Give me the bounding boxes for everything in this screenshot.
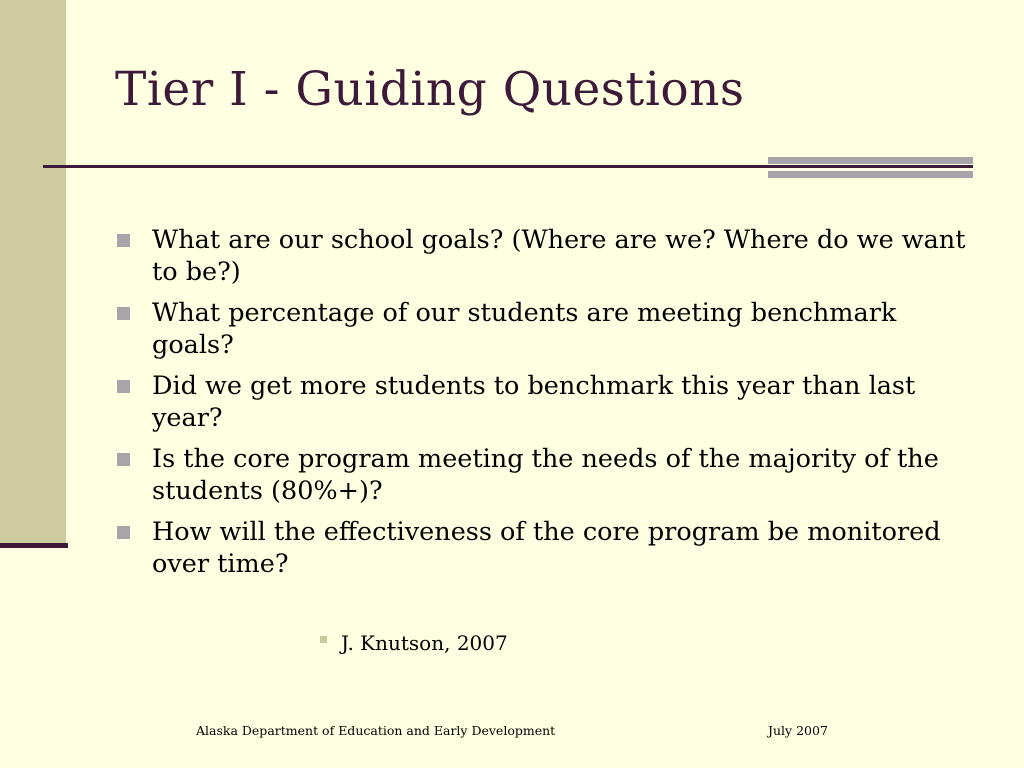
- left-accent-underline: [0, 543, 68, 548]
- left-accent-bar: [0, 0, 66, 545]
- bullet-text: How will the effectiveness of the core program be monitored over time?: [152, 517, 941, 579]
- decorative-band-top: [768, 157, 973, 164]
- bullet-item: [115, 370, 975, 434]
- bullet-item: [115, 297, 975, 361]
- square-bullet-icon: [117, 526, 130, 539]
- bullet-list: [115, 224, 975, 589]
- footer-organization: Alaska Department of Education and Early Development: [196, 723, 556, 738]
- square-bullet-icon: [117, 453, 130, 466]
- bullet-text: Did we get more students to benchmark this year than last year?: [152, 371, 916, 433]
- square-bullet-icon: [117, 380, 130, 393]
- bullet-item: [115, 516, 975, 580]
- bullet-text: Is the core program meeting the needs of the majority of the students (80%+)?: [152, 444, 939, 506]
- square-bullet-icon: [117, 307, 130, 320]
- bullet-item: [115, 224, 975, 288]
- bullet-text: What percentage of our students are meeting benchmark goals?: [152, 298, 897, 360]
- small-square-bullet-icon: [320, 636, 327, 643]
- bullet-text: What are our school goals? (Where are we? Where do we want to be?): [152, 225, 966, 287]
- slide-title: Tier I - Guiding Questions: [115, 62, 745, 117]
- title-divider: [43, 165, 973, 168]
- square-bullet-icon: [117, 234, 130, 247]
- decorative-band-bottom: [768, 171, 973, 178]
- footer-date: July 2007: [768, 723, 828, 738]
- citation-text: J. Knutson, 2007: [341, 631, 508, 655]
- citation: [320, 631, 508, 655]
- bullet-item: [115, 443, 975, 507]
